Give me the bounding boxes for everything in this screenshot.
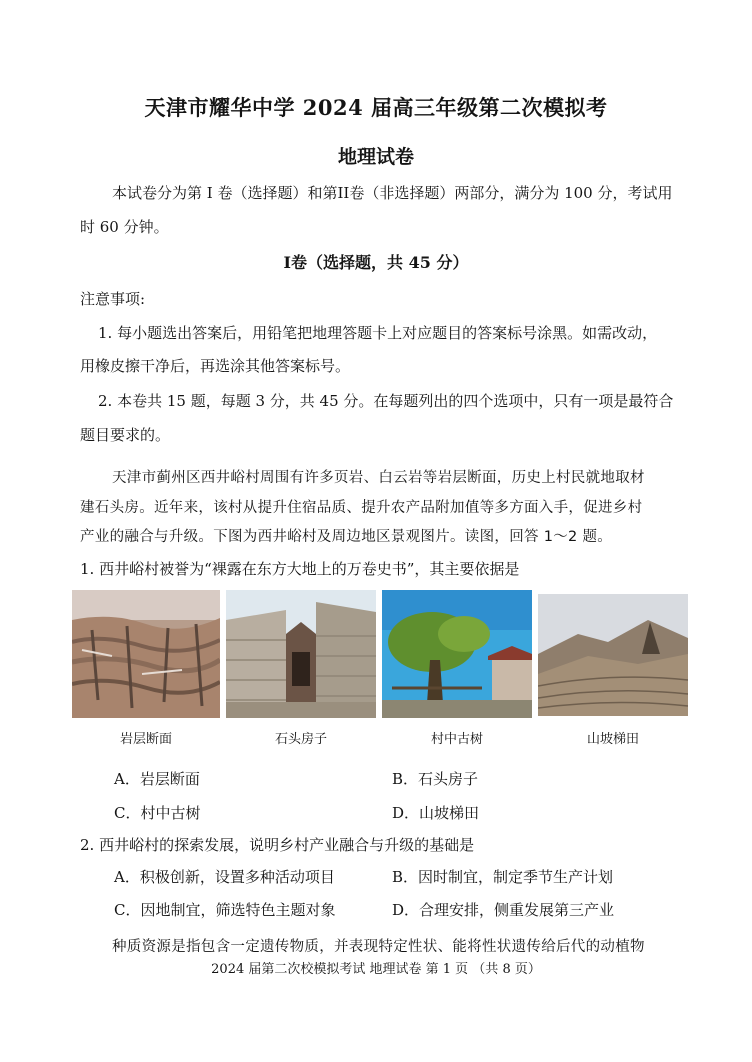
- exam-subject-title: 地理试卷: [337, 146, 414, 168]
- question-1-option-c: C．村中古树: [114, 804, 201, 822]
- next-material-line-1: 种质资源是指包含一定遗传物质，并表现特定性状、能将性状遗传给后代的动植物: [112, 939, 645, 955]
- material-line-1: 天津市蓟州区西井峪村周围有许多页岩、白云岩等岩层断面，历史上村民就地取材: [112, 470, 645, 486]
- ancient-tree-photo: [382, 590, 532, 718]
- notice-item-1-line-2: 用橡皮擦干净后，再选涂其他答案标号。: [80, 357, 351, 375]
- notice-heading: 注意事项:: [80, 290, 146, 308]
- material-line-3: 产业的融合与升级。下图为西井峪村及周边地区景观图片。读图，回答 1～2 题。: [80, 529, 613, 545]
- question-2-option-d: D．合理安排，侧重发展第三产业: [392, 901, 615, 919]
- question-2-stem: 2. 西井峪村的探索发展，说明乡村产业融合与升级的基础是: [80, 836, 475, 854]
- material-line-2: 建石头房。近年来，该村从提升住宿品质、提升农产品附加值等多方面入手，促进乡村: [80, 500, 643, 516]
- question-1-option-d: D．山坡梯田: [392, 804, 480, 822]
- notice-item-2-line-1: 2. 本卷共 15 题，每题 3 分，共 45 分。在每题列出的四个选项中，只有一项是最符合: [98, 392, 674, 410]
- photo-caption-terraced-slope: 山坡梯田: [586, 732, 639, 747]
- question-2-option-b: B．因时制宜，制定季节生产计划: [392, 868, 614, 886]
- stone-house-photo: [226, 590, 376, 718]
- intro-line-2: 时 60 分钟。: [80, 218, 169, 236]
- photo-caption-stone-house: 石头房子: [274, 732, 327, 747]
- page-title: 天津市耀华中学 2024 届高三年级第二次模拟考: [144, 95, 608, 120]
- question-2-option-c: C．因地制宜，筛选特色主题对象: [114, 901, 336, 919]
- photo-caption-ancient-tree: 村中古树: [430, 732, 483, 747]
- question-2-option-a: A．积极创新，设置多种活动项目: [114, 868, 335, 886]
- question-1-stem: 1. 西井峪村被誉为“裸露在东方大地上的万卷史书”，其主要依据是: [80, 560, 520, 578]
- terraced-slope-photo: [538, 594, 688, 716]
- question-1-option-a: A．岩层断面: [114, 770, 200, 788]
- page-footer: 2024 届第二次校模拟考试 地理试卷 第 1 页 （共 8 页）: [211, 962, 541, 977]
- notice-item-1-line-1: 1. 每小题选出答案后，用铅笔把地理答题卡上对应题目的答案标号涂黑。如需改动，: [98, 324, 658, 342]
- photo-caption-rock-strata: 岩层断面: [119, 732, 172, 747]
- section-title: I卷（选择题，共 45 分）: [283, 253, 469, 272]
- question-1-option-b: B．石头房子: [392, 770, 479, 788]
- intro-line-1: 本试卷分为第 I 卷（选择题）和第II卷（非选择题）两部分，满分为 100 分，考试用: [112, 184, 673, 202]
- notice-item-2-line-2: 题目要求的。: [80, 426, 171, 444]
- rock-strata-photo: [72, 590, 220, 718]
